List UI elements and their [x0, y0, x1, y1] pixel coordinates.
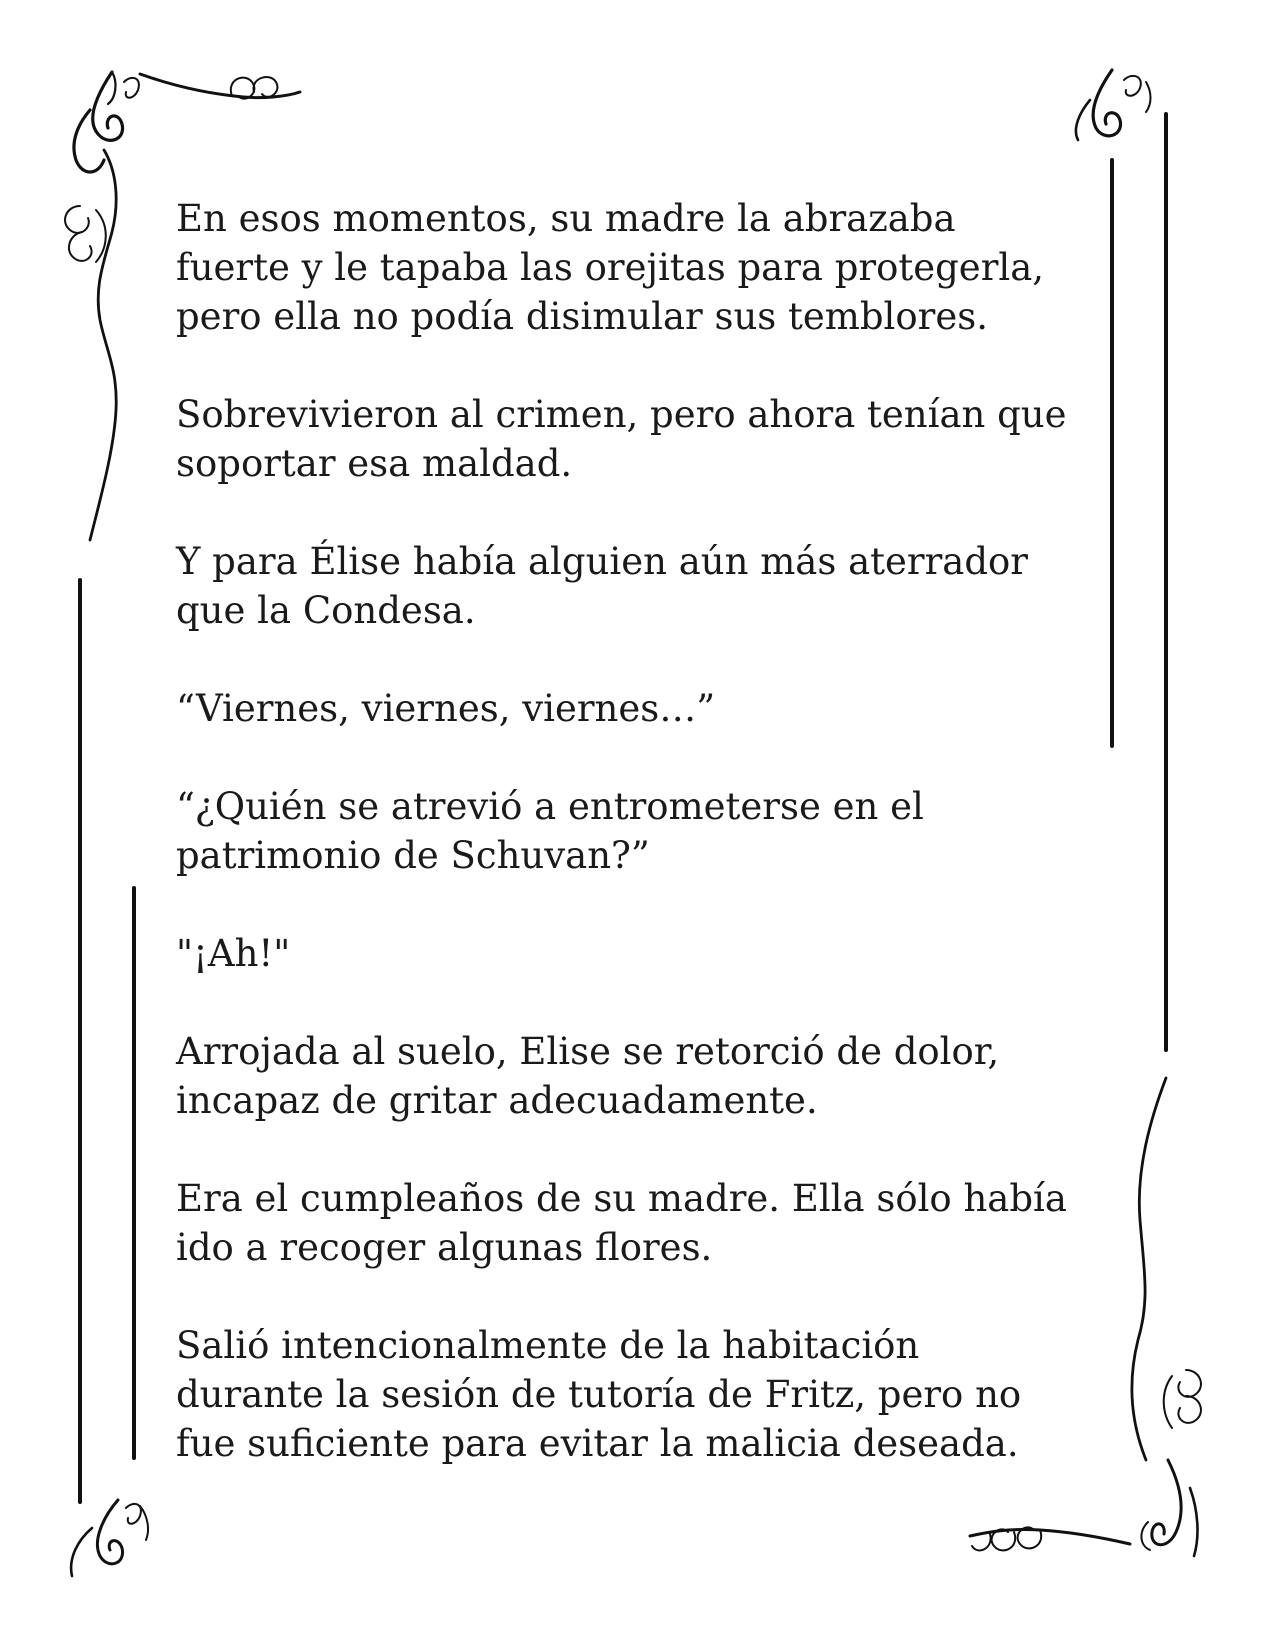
paragraph	[176, 929, 1096, 978]
paragraph	[176, 684, 1096, 733]
paragraph	[176, 390, 1096, 488]
text-line: En esos momentos, su madre la abrazaba	[176, 197, 956, 240]
paragraph	[176, 1027, 1096, 1125]
text-line: que la Condesa.	[176, 589, 476, 632]
text-line: ido a recoger algunas flores.	[176, 1226, 713, 1269]
text-line: fue suficiente para evitar la malicia deseada.	[176, 1422, 1019, 1465]
text-line: fuerte y le tapaba las orejitas para protegerla,	[176, 246, 1045, 289]
text-line: patrimonio de Schuvan?”	[176, 834, 650, 877]
story-text	[176, 194, 1096, 1517]
text-line: “Viernes, viernes, viernes…”	[176, 687, 716, 730]
flourish-top-right-icon	[1076, 70, 1151, 140]
text-line: durante la sesión de tutoría de Fritz, pero no	[176, 1373, 1022, 1416]
text-line: Y para Élise había alguien aún más aterrador	[176, 540, 1028, 583]
text-line: Sobrevivieron al crimen, pero ahora tenían que	[176, 393, 1067, 436]
text-line: incapaz de gritar adecuadamente.	[176, 1079, 818, 1122]
paragraph	[176, 1174, 1096, 1272]
flourish-bottom-left-icon	[71, 1500, 148, 1576]
paragraph	[176, 194, 1096, 341]
text-line: Salió intencionalmente de la habitación	[176, 1324, 920, 1367]
text-line: pero ella no podía disimular sus temblores.	[176, 295, 988, 338]
text-line: “¿Quién se atrevió a entrometerse en el	[176, 785, 924, 828]
text-line: "¡Ah!"	[176, 932, 291, 975]
paragraph	[176, 537, 1096, 635]
text-line: soportar esa maldad.	[176, 442, 573, 485]
text-line: Arrojada al suelo, Elise se retorció de dolor,	[176, 1030, 1000, 1073]
paragraph	[176, 782, 1096, 880]
text-line: Era el cumpleaños de su madre. Ella sólo había	[176, 1177, 1067, 1220]
paragraph	[176, 1321, 1096, 1468]
